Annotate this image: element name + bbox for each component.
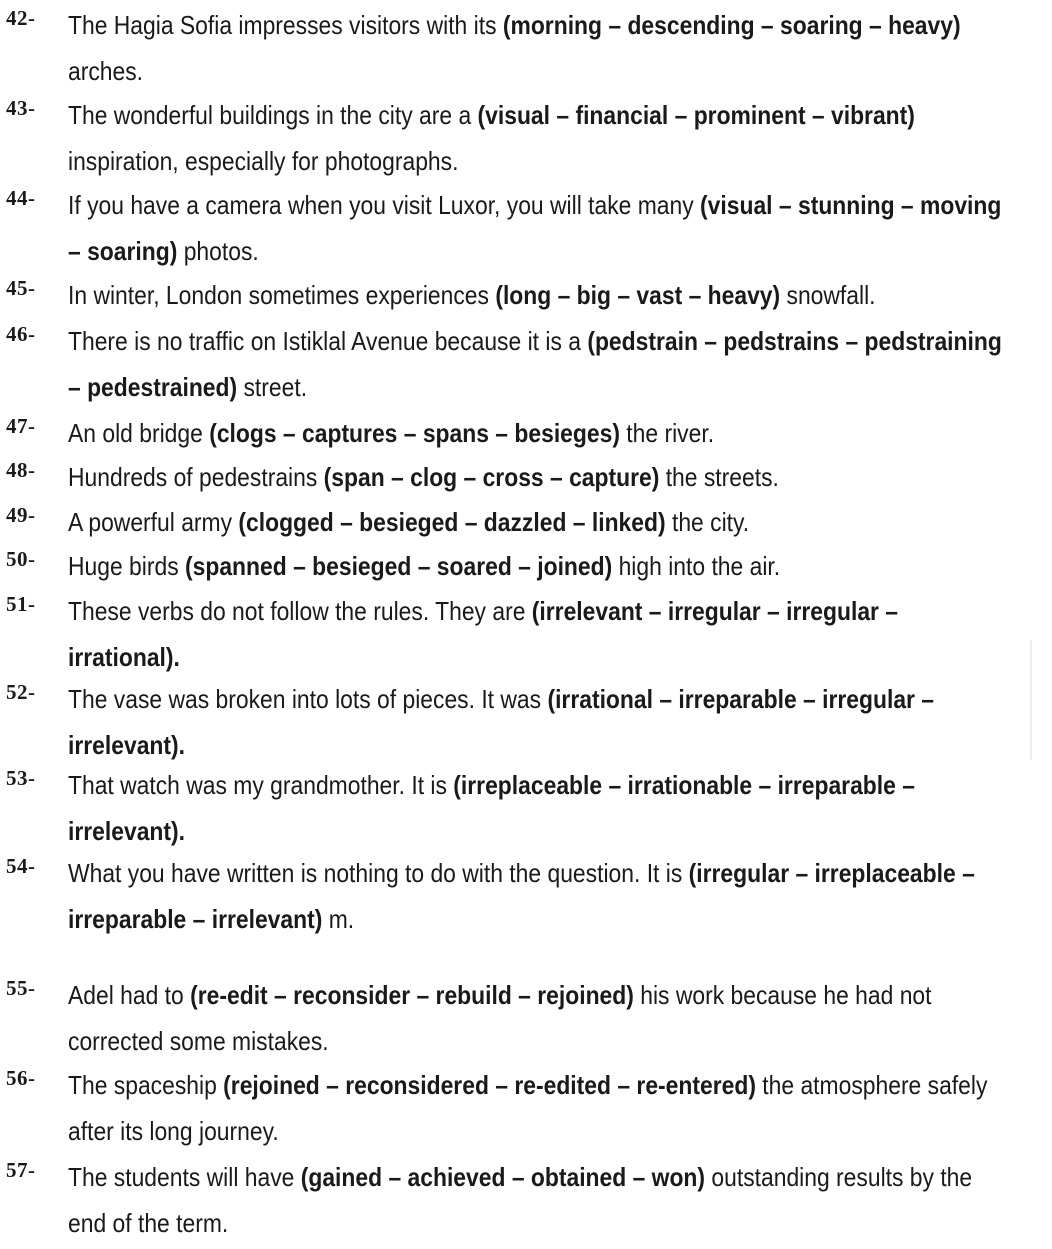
question-number: 47-: [6, 414, 36, 438]
question-stem: In winter, London sometimes experiences: [68, 280, 496, 310]
question-number: 57-: [6, 1158, 36, 1182]
question-number: 45-: [6, 276, 36, 300]
question-stem: Huge birds: [68, 551, 186, 581]
question-stem: The spaceship: [68, 1070, 224, 1100]
question-stem: The Hagia Sofia impresses visitors with its: [68, 10, 503, 40]
answer-choices: (pedstrain – pedstrains – pedstraining – pedestrained): [68, 326, 1002, 402]
question-stem: These verbs do not follow the rules. They are: [68, 596, 532, 626]
question-number: 55-: [6, 976, 36, 1000]
question-text: [68, 850, 1014, 942]
question-text: [68, 318, 1014, 410]
answer-choices: (visual – financial – prominent – vibrant): [477, 100, 915, 130]
question-text: [68, 2, 1014, 94]
question-ending: the atmosphere safely after its long journey.: [68, 1070, 988, 1146]
question-stem: Hundreds of pedestrains: [68, 462, 324, 492]
question-text: [68, 676, 1014, 768]
answer-choices: (rejoined – reconsidered – re-edited – re-entered): [223, 1070, 756, 1100]
question-ending: his work because he had not corrected some mistakes.: [68, 980, 932, 1056]
question-stem: What you have written is nothing to do with the question. It is: [68, 858, 689, 888]
answer-choices: (clogged – besieged – dazzled – linked): [238, 507, 666, 537]
question-ending: street.: [237, 372, 308, 402]
question-number: 51-: [6, 592, 36, 616]
question-stem: There is no traffic on Istiklal Avenue because it is a: [68, 326, 588, 356]
question-text: [68, 272, 1014, 318]
question-number: 43-: [6, 96, 36, 120]
question-text: [68, 454, 1014, 500]
scan-edge-mark: [1030, 640, 1032, 760]
question-number: 54-: [6, 854, 36, 878]
question-number: 52-: [6, 680, 36, 704]
answer-choices: (morning – descending – soaring – heavy): [502, 10, 961, 40]
answer-choices: (clogs – captures – spans – besieges): [209, 418, 620, 448]
question-ending: high into the air.: [612, 551, 781, 581]
question-ending: the streets.: [659, 462, 779, 492]
question-text: [68, 499, 1014, 545]
question-number: 56-: [6, 1066, 36, 1090]
question-number: 53-: [6, 766, 36, 790]
question-ending: snowfall.: [780, 280, 876, 310]
question-stem: The wonderful buildings in the city are a: [68, 100, 478, 130]
question-number: 48-: [6, 458, 36, 482]
question-text: [68, 1062, 1014, 1154]
question-ending: inspiration, especially for photographs.: [68, 146, 459, 176]
question-stem: The vase was broken into lots of pieces. It was: [68, 684, 548, 714]
question-number: 46-: [6, 322, 36, 346]
question-number: 49-: [6, 503, 36, 527]
question-stem: Adel had to: [68, 980, 191, 1010]
question-text: [68, 543, 1014, 589]
answer-choices: (gained – achieved – obtained – won): [300, 1162, 706, 1192]
answer-choices: (irrational – irreparable – irregular – irrelevant).: [68, 684, 935, 760]
question-ending: m.: [322, 904, 355, 934]
question-ending: outstanding results by the end of the term.: [68, 1162, 973, 1238]
answer-choices: (irreplaceable – irrationable – irreparable – irrelevant).: [68, 770, 915, 846]
answer-choices: (irregular – irreplaceable – irreparable – irrelevant): [68, 858, 975, 934]
question-number: 50-: [6, 547, 36, 571]
answer-choices: (spanned – besieged – soared – joined): [185, 551, 613, 581]
question-stem: That watch was my grandmother. It is: [68, 770, 454, 800]
question-stem: A powerful army: [68, 507, 239, 537]
question-stem: If you have a camera when you visit Luxor, you will take many: [68, 190, 701, 220]
answer-choices: (re-edit – reconsider – rebuild – rejoined): [190, 980, 634, 1010]
question-text: [68, 762, 1014, 854]
answer-choices: (span – clog – cross – capture): [323, 462, 660, 492]
question-text: [68, 588, 1014, 680]
answer-choices: (irrelevant – irregular – irregular – irrational).: [68, 596, 899, 672]
question-text: [68, 182, 1014, 274]
question-text: [68, 1154, 1014, 1246]
question-number: 42-: [6, 6, 36, 30]
question-stem: An old bridge: [68, 418, 210, 448]
question-number: 44-: [6, 186, 36, 210]
answer-choices: (long – big – vast – heavy): [495, 280, 781, 310]
question-text: [68, 972, 1014, 1064]
question-ending: arches.: [68, 56, 144, 86]
question-ending: the city.: [665, 507, 750, 537]
question-stem: The students will have: [68, 1162, 301, 1192]
answer-choices: (visual – stunning – moving – soaring): [68, 190, 1002, 266]
question-text: [68, 92, 1014, 184]
question-ending: photos.: [177, 236, 259, 266]
question-text: [68, 410, 1014, 456]
question-ending: the river.: [619, 418, 715, 448]
